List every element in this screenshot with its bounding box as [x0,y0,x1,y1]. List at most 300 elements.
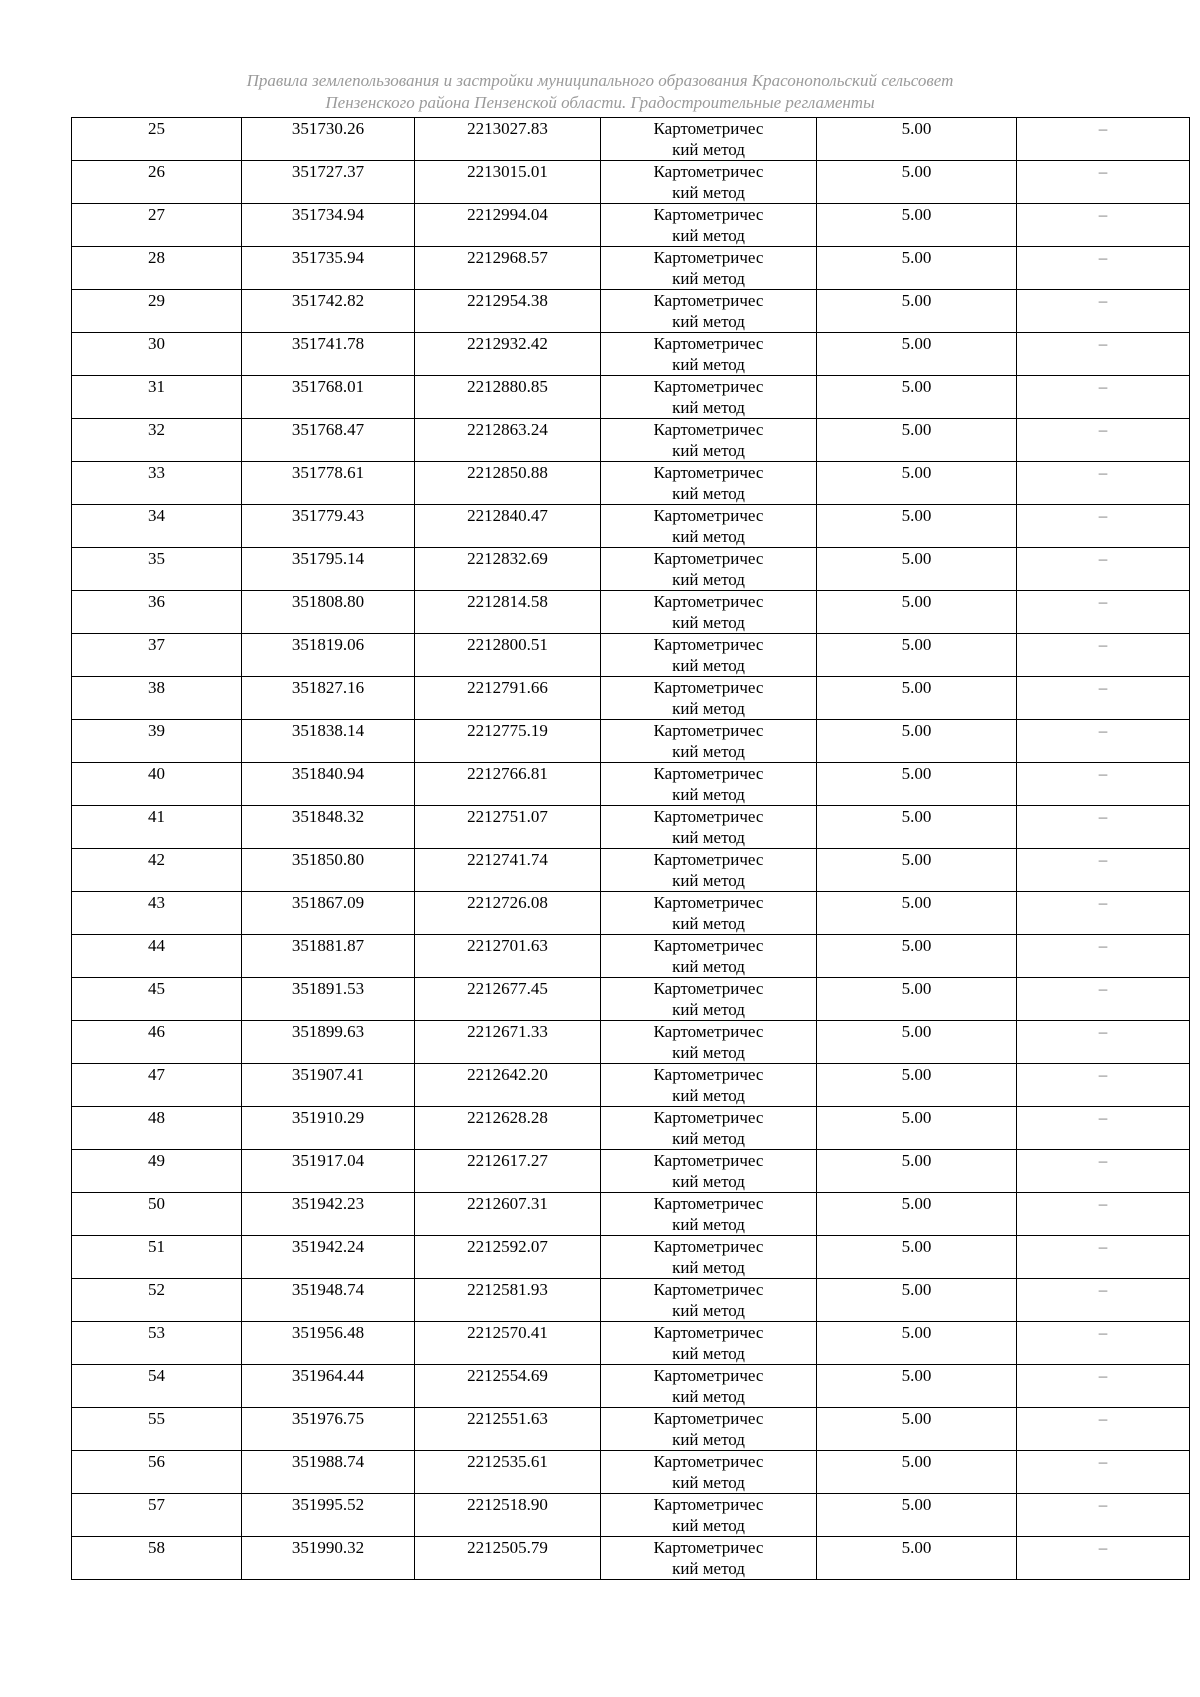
x-coordinate-cell: 351948.74 [242,1279,415,1322]
x-coordinate-cell: 351990.32 [242,1537,415,1580]
point-number-cell: 51 [72,1236,242,1279]
method-line-2: кий метод [672,1000,745,1019]
method-cell [601,1408,817,1451]
method-cell [601,1107,817,1150]
description-cell: – [1017,634,1190,677]
y-coordinate-cell: 2212671.33 [415,1021,601,1064]
description-cell: – [1017,1279,1190,1322]
point-number-cell: 38 [72,677,242,720]
y-coordinate-cell: 2212505.79 [415,1537,601,1580]
description-cell: – [1017,462,1190,505]
x-coordinate-cell: 351956.48 [242,1322,415,1365]
point-number-cell: 34 [72,505,242,548]
point-number-cell: 53 [72,1322,242,1365]
accuracy-cell: 5.00 [817,591,1017,634]
method-cell [601,1279,817,1322]
accuracy-cell: 5.00 [817,806,1017,849]
accuracy-cell: 5.00 [817,1236,1017,1279]
method-line-1: Картометричес [653,420,764,439]
x-coordinate-cell: 351917.04 [242,1150,415,1193]
y-coordinate-cell: 2212726.08 [415,892,601,935]
x-coordinate-cell: 351976.75 [242,1408,415,1451]
method-line-1: Картометричес [653,635,764,654]
method-line-2: кий метод [672,1387,745,1406]
method-line-1: Картометричес [653,291,764,310]
point-number-cell: 29 [72,290,242,333]
method-cell [601,161,817,204]
method-line-2: кий метод [672,828,745,847]
description-cell: – [1017,505,1190,548]
method-line-2: кий метод [672,1086,745,1105]
method-line-2: кий метод [672,1344,745,1363]
method-line-1: Картометричес [653,1452,764,1471]
method-cell [601,806,817,849]
table-row [72,720,1190,763]
x-coordinate-cell: 351768.01 [242,376,415,419]
method-line-1: Картометричес [653,850,764,869]
method-line-1: Картометричес [653,506,764,525]
method-line-1: Картометричес [653,377,764,396]
point-number-cell: 32 [72,419,242,462]
accuracy-cell: 5.00 [817,118,1017,161]
method-cell [601,204,817,247]
point-number-cell: 55 [72,1408,242,1451]
description-cell: – [1017,1150,1190,1193]
point-number-cell: 27 [72,204,242,247]
y-coordinate-cell: 2212551.63 [415,1408,601,1451]
table-row [72,806,1190,849]
point-number-cell: 43 [72,892,242,935]
x-coordinate-cell: 351808.80 [242,591,415,634]
method-line-1: Картометричес [653,1366,764,1385]
point-number-cell: 42 [72,849,242,892]
description-cell: – [1017,247,1190,290]
table-row [72,118,1190,161]
x-coordinate-cell: 351899.63 [242,1021,415,1064]
y-coordinate-cell: 2212994.04 [415,204,601,247]
method-line-1: Картометричес [653,162,764,181]
description-cell: – [1017,1193,1190,1236]
method-cell [601,333,817,376]
method-line-2: кий метод [672,1129,745,1148]
table-row [72,591,1190,634]
description-cell: – [1017,1021,1190,1064]
method-cell [601,1365,817,1408]
method-line-1: Картометричес [653,463,764,482]
y-coordinate-cell: 2212617.27 [415,1150,601,1193]
point-number-cell: 48 [72,1107,242,1150]
method-line-1: Картометричес [653,807,764,826]
accuracy-cell: 5.00 [817,634,1017,677]
y-coordinate-cell: 2212518.90 [415,1494,601,1537]
y-coordinate-cell: 2212677.45 [415,978,601,1021]
method-line-2: кий метод [672,527,745,546]
point-number-cell: 36 [72,591,242,634]
table-row [72,1322,1190,1365]
point-number-cell: 56 [72,1451,242,1494]
method-line-1: Картометричес [653,936,764,955]
method-cell [601,591,817,634]
x-coordinate-cell: 351910.29 [242,1107,415,1150]
table-row [72,1150,1190,1193]
accuracy-cell: 5.00 [817,1021,1017,1064]
method-cell [601,634,817,677]
y-coordinate-cell: 2212535.61 [415,1451,601,1494]
method-line-1: Картометричес [653,1538,764,1557]
y-coordinate-cell: 2212741.74 [415,849,601,892]
table-row [72,763,1190,806]
x-coordinate-cell: 351995.52 [242,1494,415,1537]
description-cell: – [1017,978,1190,1021]
point-number-cell: 31 [72,376,242,419]
method-line-1: Картометричес [653,205,764,224]
table-row [72,634,1190,677]
x-coordinate-cell: 351742.82 [242,290,415,333]
table-row [72,677,1190,720]
method-cell [601,462,817,505]
point-number-cell: 28 [72,247,242,290]
accuracy-cell: 5.00 [817,419,1017,462]
accuracy-cell: 5.00 [817,333,1017,376]
x-coordinate-cell: 351741.78 [242,333,415,376]
method-line-1: Картометричес [653,1323,764,1342]
accuracy-cell: 5.00 [817,1150,1017,1193]
y-coordinate-cell: 2212570.41 [415,1322,601,1365]
coordinates-table-body [72,118,1190,1580]
y-coordinate-cell: 2212863.24 [415,419,601,462]
table-row [72,1193,1190,1236]
accuracy-cell: 5.00 [817,720,1017,763]
method-line-2: кий метод [672,1430,745,1449]
point-number-cell: 57 [72,1494,242,1537]
point-number-cell: 52 [72,1279,242,1322]
method-line-1: Картометричес [653,893,764,912]
point-number-cell: 30 [72,333,242,376]
method-cell [601,419,817,462]
document-header [0,70,1200,114]
accuracy-cell: 5.00 [817,1064,1017,1107]
method-line-2: кий метод [672,1516,745,1535]
x-coordinate-cell: 351840.94 [242,763,415,806]
method-line-1: Картометричес [653,334,764,353]
method-cell [601,290,817,333]
table-row [72,419,1190,462]
method-line-1: Картометричес [653,1194,764,1213]
description-cell: – [1017,118,1190,161]
description-cell: – [1017,1365,1190,1408]
point-number-cell: 45 [72,978,242,1021]
x-coordinate-cell: 351827.16 [242,677,415,720]
method-line-2: кий метод [672,269,745,288]
accuracy-cell: 5.00 [817,935,1017,978]
y-coordinate-cell: 2212814.58 [415,591,601,634]
accuracy-cell: 5.00 [817,1451,1017,1494]
accuracy-cell: 5.00 [817,978,1017,1021]
method-line-1: Картометричес [653,1065,764,1084]
y-coordinate-cell: 2212840.47 [415,505,601,548]
y-coordinate-cell: 2212751.07 [415,806,601,849]
table-row [72,247,1190,290]
y-coordinate-cell: 2212968.57 [415,247,601,290]
accuracy-cell: 5.00 [817,1365,1017,1408]
method-cell [601,1150,817,1193]
method-cell [601,1064,817,1107]
accuracy-cell: 5.00 [817,1408,1017,1451]
accuracy-cell: 5.00 [817,1193,1017,1236]
point-number-cell: 25 [72,118,242,161]
accuracy-cell: 5.00 [817,204,1017,247]
x-coordinate-cell: 351734.94 [242,204,415,247]
method-line-1: Картометричес [653,248,764,267]
table-row [72,1279,1190,1322]
accuracy-cell: 5.00 [817,763,1017,806]
description-cell: – [1017,161,1190,204]
method-line-2: кий метод [672,613,745,632]
table-row [72,1021,1190,1064]
method-line-1: Картометричес [653,592,764,611]
method-cell [601,505,817,548]
method-line-1: Картометричес [653,1280,764,1299]
method-line-2: кий метод [672,742,745,761]
x-coordinate-cell: 351942.23 [242,1193,415,1236]
accuracy-cell: 5.00 [817,1279,1017,1322]
method-line-1: Картометричес [653,1108,764,1127]
x-coordinate-cell: 351838.14 [242,720,415,763]
y-coordinate-cell: 2212850.88 [415,462,601,505]
description-cell: – [1017,1107,1190,1150]
method-cell [601,247,817,290]
accuracy-cell: 5.00 [817,677,1017,720]
y-coordinate-cell: 2212775.19 [415,720,601,763]
description-cell: – [1017,548,1190,591]
point-number-cell: 54 [72,1365,242,1408]
table-row [72,204,1190,247]
method-cell [601,118,817,161]
method-line-2: кий метод [672,570,745,589]
x-coordinate-cell: 351848.32 [242,806,415,849]
method-line-1: Картометричес [653,1409,764,1428]
y-coordinate-cell: 2212954.38 [415,290,601,333]
point-number-cell: 26 [72,161,242,204]
y-coordinate-cell: 2212554.69 [415,1365,601,1408]
x-coordinate-cell: 351891.53 [242,978,415,1021]
method-line-2: кий метод [672,1301,745,1320]
method-line-1: Картометричес [653,549,764,568]
table-row [72,849,1190,892]
description-cell: – [1017,806,1190,849]
method-cell [601,978,817,1021]
y-coordinate-cell: 2212832.69 [415,548,601,591]
description-cell: – [1017,1408,1190,1451]
y-coordinate-cell: 2212581.93 [415,1279,601,1322]
description-cell: – [1017,1494,1190,1537]
accuracy-cell: 5.00 [817,290,1017,333]
accuracy-cell: 5.00 [817,247,1017,290]
method-line-1: Картометричес [653,764,764,783]
method-line-1: Картометричес [653,678,764,697]
description-cell: – [1017,1322,1190,1365]
table-row [72,161,1190,204]
x-coordinate-cell: 351779.43 [242,505,415,548]
y-coordinate-cell: 2212791.66 [415,677,601,720]
table-row [72,462,1190,505]
x-coordinate-cell: 351867.09 [242,892,415,935]
point-number-cell: 47 [72,1064,242,1107]
method-cell [601,548,817,591]
table-row [72,290,1190,333]
method-cell [601,1322,817,1365]
description-cell: – [1017,1451,1190,1494]
method-line-2: кий метод [672,871,745,890]
method-cell [601,1193,817,1236]
accuracy-cell: 5.00 [817,1107,1017,1150]
table-row [72,1408,1190,1451]
point-number-cell: 50 [72,1193,242,1236]
method-cell [601,1451,817,1494]
description-cell: – [1017,1236,1190,1279]
table-row [72,376,1190,419]
table-row [72,1236,1190,1279]
accuracy-cell: 5.00 [817,849,1017,892]
point-number-cell: 44 [72,935,242,978]
y-coordinate-cell: 2212607.31 [415,1193,601,1236]
description-cell: – [1017,290,1190,333]
method-line-2: кий метод [672,699,745,718]
method-cell [601,892,817,935]
description-cell: – [1017,935,1190,978]
method-line-1: Картометричес [653,721,764,740]
accuracy-cell: 5.00 [817,892,1017,935]
method-line-2: кий метод [672,656,745,675]
accuracy-cell: 5.00 [817,548,1017,591]
x-coordinate-cell: 351778.61 [242,462,415,505]
table-row [72,1494,1190,1537]
method-line-2: кий метод [672,1043,745,1062]
x-coordinate-cell: 351735.94 [242,247,415,290]
coordinates-table [71,117,1190,1580]
description-cell: – [1017,376,1190,419]
method-line-2: кий метод [672,1172,745,1191]
x-coordinate-cell: 351850.80 [242,849,415,892]
method-line-1: Картометричес [653,119,764,138]
method-line-2: кий метод [672,226,745,245]
point-number-cell: 46 [72,1021,242,1064]
method-line-2: кий метод [672,785,745,804]
accuracy-cell: 5.00 [817,1537,1017,1580]
table-row [72,978,1190,1021]
description-cell: – [1017,419,1190,462]
description-cell: – [1017,892,1190,935]
y-coordinate-cell: 2212766.81 [415,763,601,806]
accuracy-cell: 5.00 [817,376,1017,419]
y-coordinate-cell: 2213027.83 [415,118,601,161]
method-line-2: кий метод [672,914,745,933]
method-line-1: Картометричес [653,979,764,998]
table-row [72,1107,1190,1150]
header-line-1: Правила землепользования и застройки муниципального образования Красонопольский сельсовет [246,71,954,90]
method-line-2: кий метод [672,1258,745,1277]
table-row [72,1365,1190,1408]
description-cell: – [1017,591,1190,634]
method-line-2: кий метод [672,312,745,331]
accuracy-cell: 5.00 [817,1322,1017,1365]
point-number-cell: 35 [72,548,242,591]
table-row [72,548,1190,591]
y-coordinate-cell: 2212800.51 [415,634,601,677]
y-coordinate-cell: 2212642.20 [415,1064,601,1107]
y-coordinate-cell: 2212701.63 [415,935,601,978]
point-number-cell: 40 [72,763,242,806]
description-cell: – [1017,763,1190,806]
description-cell: – [1017,677,1190,720]
accuracy-cell: 5.00 [817,505,1017,548]
method-line-1: Картометричес [653,1022,764,1041]
method-line-2: кий метод [672,355,745,374]
method-line-2: кий метод [672,1559,745,1578]
method-cell [601,763,817,806]
description-cell: – [1017,333,1190,376]
method-cell [601,1537,817,1580]
method-line-2: кий метод [672,398,745,417]
method-cell [601,1236,817,1279]
method-line-2: кий метод [672,1473,745,1492]
x-coordinate-cell: 351727.37 [242,161,415,204]
point-number-cell: 37 [72,634,242,677]
method-line-1: Картометричес [653,1495,764,1514]
method-cell [601,376,817,419]
accuracy-cell: 5.00 [817,161,1017,204]
method-cell [601,1494,817,1537]
method-cell [601,1021,817,1064]
point-number-cell: 58 [72,1537,242,1580]
accuracy-cell: 5.00 [817,462,1017,505]
point-number-cell: 41 [72,806,242,849]
description-cell: – [1017,720,1190,763]
method-cell [601,849,817,892]
method-line-1: Картометричес [653,1151,764,1170]
x-coordinate-cell: 351730.26 [242,118,415,161]
table-row [72,935,1190,978]
method-line-2: кий метод [672,484,745,503]
description-cell: – [1017,1537,1190,1580]
table-row [72,1537,1190,1580]
x-coordinate-cell: 351819.06 [242,634,415,677]
accuracy-cell: 5.00 [817,1494,1017,1537]
y-coordinate-cell: 2212932.42 [415,333,601,376]
y-coordinate-cell: 2213015.01 [415,161,601,204]
method-line-1: Картометричес [653,1237,764,1256]
x-coordinate-cell: 351988.74 [242,1451,415,1494]
description-cell: – [1017,204,1190,247]
y-coordinate-cell: 2212880.85 [415,376,601,419]
y-coordinate-cell: 2212628.28 [415,1107,601,1150]
method-cell [601,677,817,720]
x-coordinate-cell: 351964.44 [242,1365,415,1408]
description-cell: – [1017,1064,1190,1107]
x-coordinate-cell: 351881.87 [242,935,415,978]
method-cell [601,720,817,763]
method-line-2: кий метод [672,183,745,202]
point-number-cell: 39 [72,720,242,763]
table-row [72,505,1190,548]
method-line-2: кий метод [672,441,745,460]
method-cell [601,935,817,978]
x-coordinate-cell: 351768.47 [242,419,415,462]
y-coordinate-cell: 2212592.07 [415,1236,601,1279]
x-coordinate-cell: 351942.24 [242,1236,415,1279]
header-line-2: Пензенского района Пензенской области. Градостроительные регламенты [325,93,875,112]
x-coordinate-cell: 351907.41 [242,1064,415,1107]
